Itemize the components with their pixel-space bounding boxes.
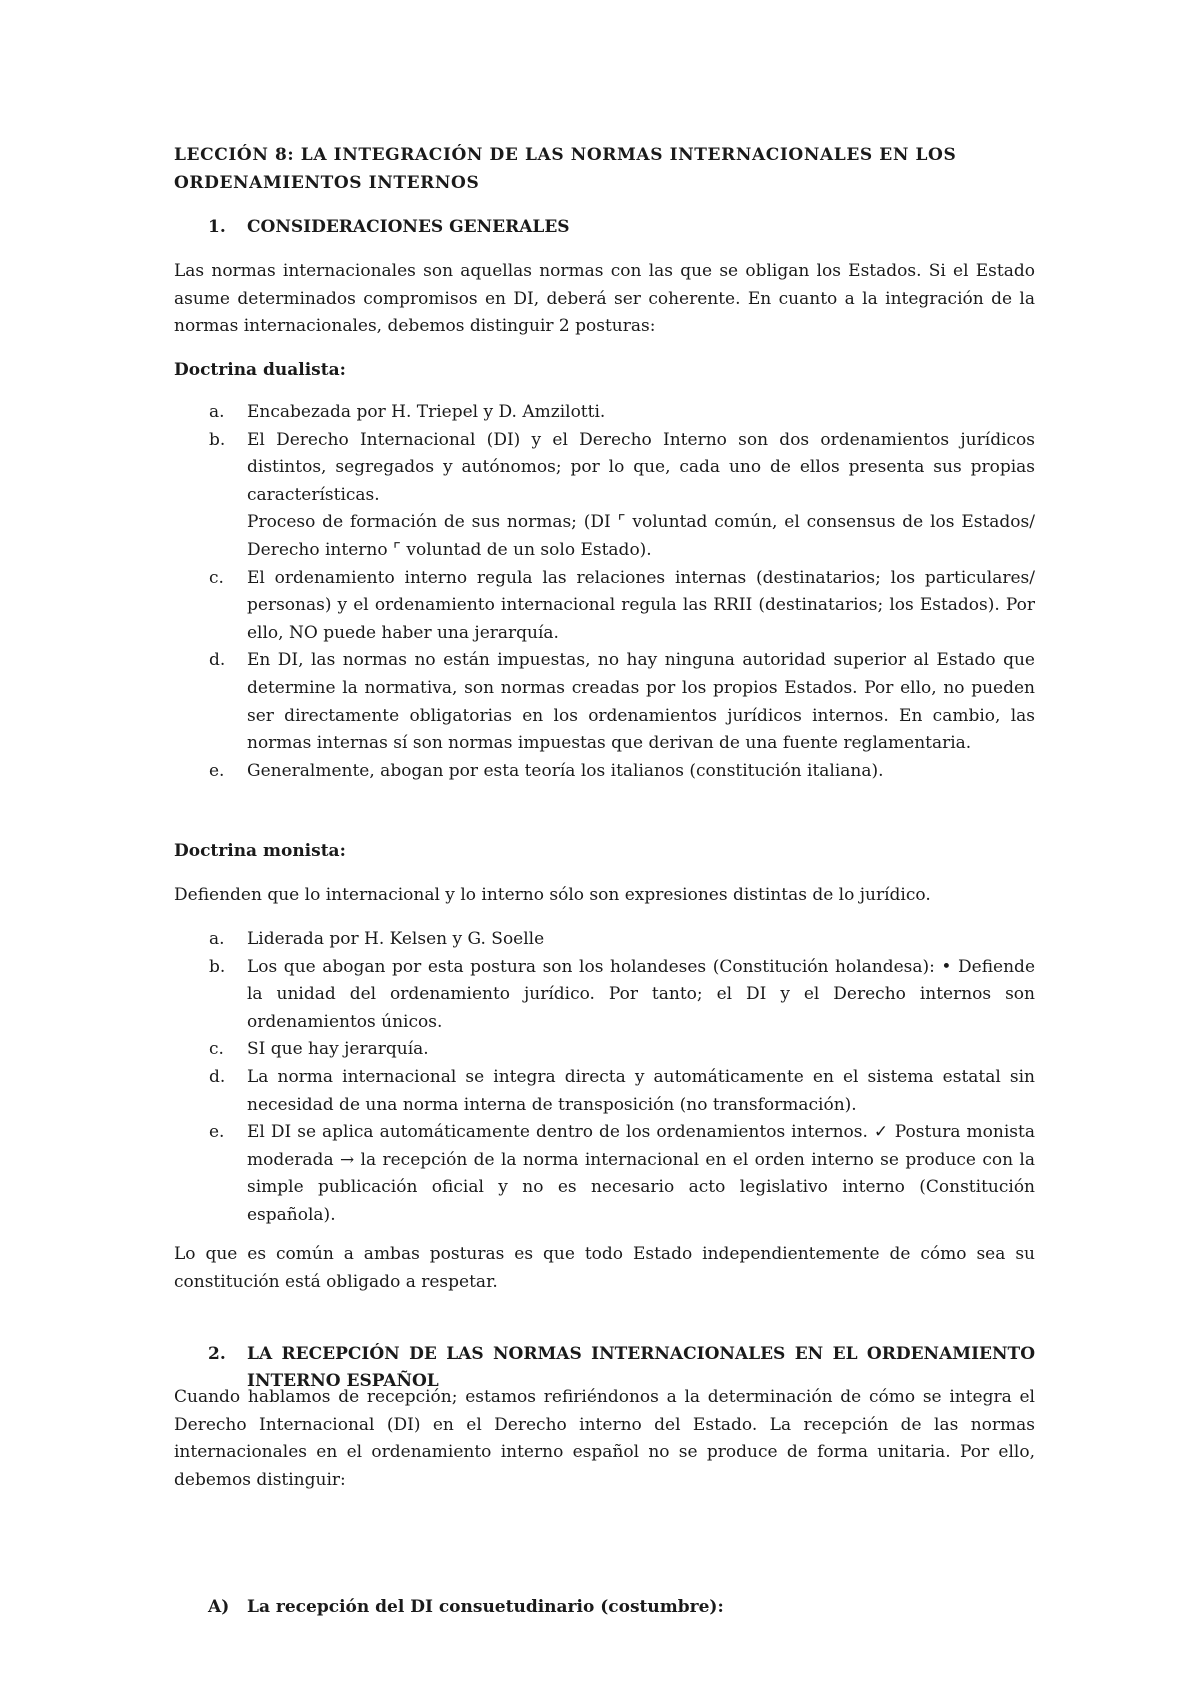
list-item-text: El ordenamiento interno regula las relaciones internas (destinatarios; los particulares/ personas) y el ordenamiento internacional regula las RRII (destinatarios; los Estados). Por ello, NO puede haber una jerarquía.: [247, 567, 1035, 643]
list-item: [174, 926, 1035, 954]
list-marker: d.: [209, 1066, 226, 1087]
list-marker: a.: [209, 402, 225, 422]
monista-list: [174, 926, 1035, 1230]
dualista-list: [174, 399, 1035, 785]
list-item-text: Liderada por H. Kelsen y G. Soelle: [247, 929, 545, 949]
list-item: [174, 1119, 1035, 1229]
section2-intro: Cuando hablamos de recepción; estamos refiriéndonos a la determinación de cómo se integra el Derecho Internacional (DI) en el Derecho interno del Estado. La recepción de las normas internacionales en el ordenamiento interno español no se produce de forma unitaria. Por ello, debemos distinguir:: [174, 1387, 1035, 1490]
monista-heading: Doctrina monista:: [174, 841, 346, 861]
section2-number: 2.: [208, 1343, 226, 1364]
section2-heading-text: LA RECEPCIÓN DE LAS NORMAS INTERNACIONALES EN EL ORDENAMIENTO INTERNO ESPAÑOL: [247, 1343, 1035, 1392]
monista-intro: Defienden que lo internacional y lo interno sólo son expresiones distintas de lo jurídico.: [174, 885, 931, 905]
list-marker: b.: [209, 429, 226, 450]
list-marker: e.: [209, 1122, 225, 1143]
section1-number: 1.: [208, 217, 226, 237]
list-marker: b.: [209, 956, 226, 977]
list-item-text: En DI, las normas no están impuestas, no hay ninguna autoridad superior al Estado que determine la normativa, son normas creadas por los propios Estados. Por ello, no pueden ser directamente obligatorias en los ordenamientos jurídicos internos. En cambio, las normas internas sí son normas impuestas que derivan de una fuente reglamentaria.: [247, 650, 1035, 754]
subsection-a-heading: [174, 1594, 1035, 1622]
list-item-text: La norma internacional se integra directa y automáticamente en el sistema estatal sin necesidad de una norma interna de transposición (no transformación).: [247, 1066, 1035, 1115]
section1-intro: Las normas internacionales son aquellas normas con las que se obligan los Estados. Si el Estado asume determinados compromisos en DI, deberá ser coherente. En cuanto a la integración de la normas internacionales, debemos distinguir 2 posturas:: [174, 261, 1035, 337]
list-item: [174, 647, 1035, 757]
lesson-title: [174, 142, 1035, 197]
list-item: [174, 1064, 1035, 1119]
list-marker: c.: [209, 567, 224, 588]
list-item-text: Los que abogan por esta postura son los holandeses (Constitución holandesa): • Defiende la unidad del ordenamiento jurídico. Por tanto; el DI y el Derecho internos son ordenamientos únicos.: [247, 956, 1035, 1032]
list-item: [174, 1036, 1035, 1064]
dualista-heading: Doctrina dualista:: [174, 360, 346, 380]
list-item-extra-text: Proceso de formación de sus normas; (DI ⌜ voluntad común, el consensus de los Estados/ Derecho interno ⌜ voluntad de un solo Estado).: [247, 512, 1035, 560]
list-item-text: Encabezada por H. Triepel y D. Amzilotti.: [247, 402, 606, 422]
list-item: [174, 565, 1035, 648]
section1-heading-text: CONSIDERACIONES GENERALES: [247, 217, 570, 237]
list-marker: c.: [209, 1039, 224, 1060]
subsection-a-heading-text: La recepción del DI consuetudinario (costumbre):: [247, 1596, 724, 1617]
list-item: [174, 954, 1035, 1037]
list-item-text: El Derecho Internacional (DI) y el Derecho Interno son dos ordenamientos jurídicos distintos, segregados y autónomos; por lo que, cada uno de ellos presenta sus propias características.: [247, 429, 1035, 505]
list-marker: e.: [209, 760, 225, 781]
list-item: [174, 427, 1035, 565]
list-marker: a.: [209, 929, 225, 949]
list-item-text: El DI se aplica automáticamente dentro de los ordenamientos internos. ✓ Postura monista moderada → la recepción de la norma internacional en el orden interno se produce con la simple publicación oficial y no es necesario acto legislativo interno (Constitución española).: [247, 1122, 1035, 1225]
lesson-title-line1: LECCIÓN 8: LA INTEGRACIÓN DE LAS NORMAS INTERNACIONALES EN LOS: [174, 145, 957, 165]
section1-heading: [174, 214, 1108, 242]
list-item: [174, 399, 1035, 427]
lesson-title-line2: ORDENAMIENTOS INTERNOS: [174, 172, 480, 193]
subsection-a-marker: A): [208, 1596, 230, 1617]
list-marker: d.: [209, 650, 226, 671]
list-item: [174, 758, 1035, 786]
list-item-text: Generalmente, abogan por esta teoría los italianos (constitución italiana).: [247, 760, 884, 781]
monista-conclusion: Lo que es común a ambas posturas es que todo Estado independientemente de cómo sea su constitución está obligado a respetar.: [174, 1244, 1035, 1292]
list-item-text: SI que hay jerarquía.: [247, 1039, 429, 1060]
